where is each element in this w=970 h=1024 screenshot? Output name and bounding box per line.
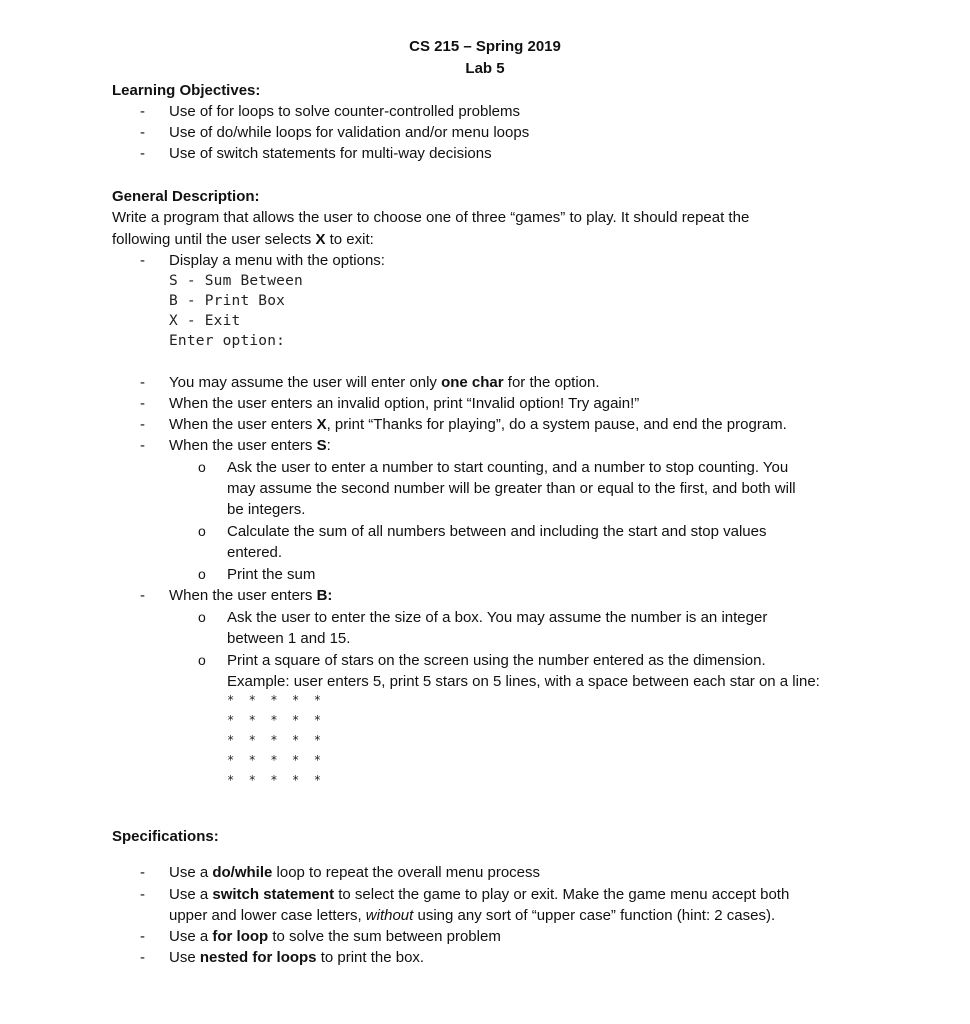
sub-item-line: may assume the second number will be greater than or equal to the first, and both will (227, 480, 796, 497)
bullet-circle: o (198, 523, 206, 539)
menu-intro: Display a menu with the options: (169, 252, 385, 269)
spec-item: Use a do/while loop to repeat the overall menu process (169, 864, 541, 881)
sub-item-line: Print a square of stars on the screen using the number entered as the dimension. (227, 652, 766, 669)
bullet-circle: o (198, 566, 206, 582)
bullet-dash: - (140, 864, 145, 881)
bullet-circle: o (198, 609, 206, 625)
menu-line: Enter option: (169, 333, 286, 349)
specifications-heading: Specifications: (112, 828, 219, 845)
bullet-dash: - (140, 252, 145, 269)
invalid-option-item: When the user enters an invalid option, print “Invalid option! Try again!” (169, 395, 640, 412)
spec-item: Use nested for loops to print the box. (169, 949, 425, 966)
star-row: * * * * * (227, 693, 321, 707)
sub-item-line: Print the sum (227, 566, 316, 583)
b-option-item: When the user enters B: (169, 587, 333, 604)
spec-item: Use a switch statement to select the game to play or exit. Make the game menu accept both (169, 886, 790, 903)
menu-line: S - Sum Between (169, 273, 303, 289)
sub-item-line: Ask the user to enter the size of a box. You may assume the number is an integer (227, 609, 768, 626)
learning-objectives-heading: Learning Objectives: (112, 82, 261, 99)
bullet-dash: - (140, 437, 145, 454)
course-title: CS 215 – Spring 2019 (409, 38, 561, 55)
star-row: * * * * * (227, 733, 321, 747)
sub-item-line: entered. (227, 544, 283, 561)
sub-item-line: be integers. (227, 501, 306, 518)
menu-line: B - Print Box (169, 293, 286, 309)
lab-title: Lab 5 (465, 60, 505, 77)
description-line: following until the user selects X to exit: (112, 231, 374, 248)
sub-item-line: Ask the user to enter a number to start counting, and a number to stop counting. You (227, 459, 789, 476)
objective-item: Use of switch statements for multi-way decisions (169, 145, 492, 162)
bullet-dash: - (140, 587, 145, 604)
bullet-dash: - (140, 928, 145, 945)
bullet-dash: - (140, 416, 145, 433)
bullet-dash: - (140, 145, 145, 162)
objective-item: Use of do/while loops for validation and/or menu loops (169, 124, 530, 141)
bullet-circle: o (198, 459, 206, 475)
star-row: * * * * * (227, 773, 321, 787)
menu-line: X - Exit (169, 313, 241, 329)
bullet-dash: - (140, 949, 145, 966)
star-row: * * * * * (227, 753, 321, 767)
bullet-dash: - (140, 886, 145, 903)
bullet-dash: - (140, 124, 145, 141)
objective-item: Use of for loops to solve counter-controlled problems (169, 103, 521, 120)
bullet-circle: o (198, 652, 206, 668)
bullet-dash: - (140, 395, 145, 412)
sub-item-line: between 1 and 15. (227, 630, 351, 647)
star-row: * * * * * (227, 713, 321, 727)
sub-item-line: Calculate the sum of all numbers between and including the start and stop values (227, 523, 767, 540)
spec-item-continuation: upper and lower case letters, without using any sort of “upper case” function (hint: 2 cases). (169, 907, 776, 924)
sub-item-line: Example: user enters 5, print 5 stars on 5 lines, with a space between each star on a line: (227, 673, 820, 690)
s-option-item: When the user enters S: (169, 437, 331, 454)
exit-option-item: When the user enters X, print “Thanks for playing”, do a system pause, and end the program. (169, 416, 787, 433)
description-line: Write a program that allows the user to choose one of three “games” to play. It should repeat the (112, 209, 750, 226)
assumption-item: You may assume the user will enter only one char for the option. (169, 374, 600, 391)
bullet-dash: - (140, 374, 145, 391)
bullet-dash: - (140, 103, 145, 120)
spec-item: Use a for loop to solve the sum between problem (169, 928, 501, 945)
general-description-heading: General Description: (112, 188, 260, 205)
